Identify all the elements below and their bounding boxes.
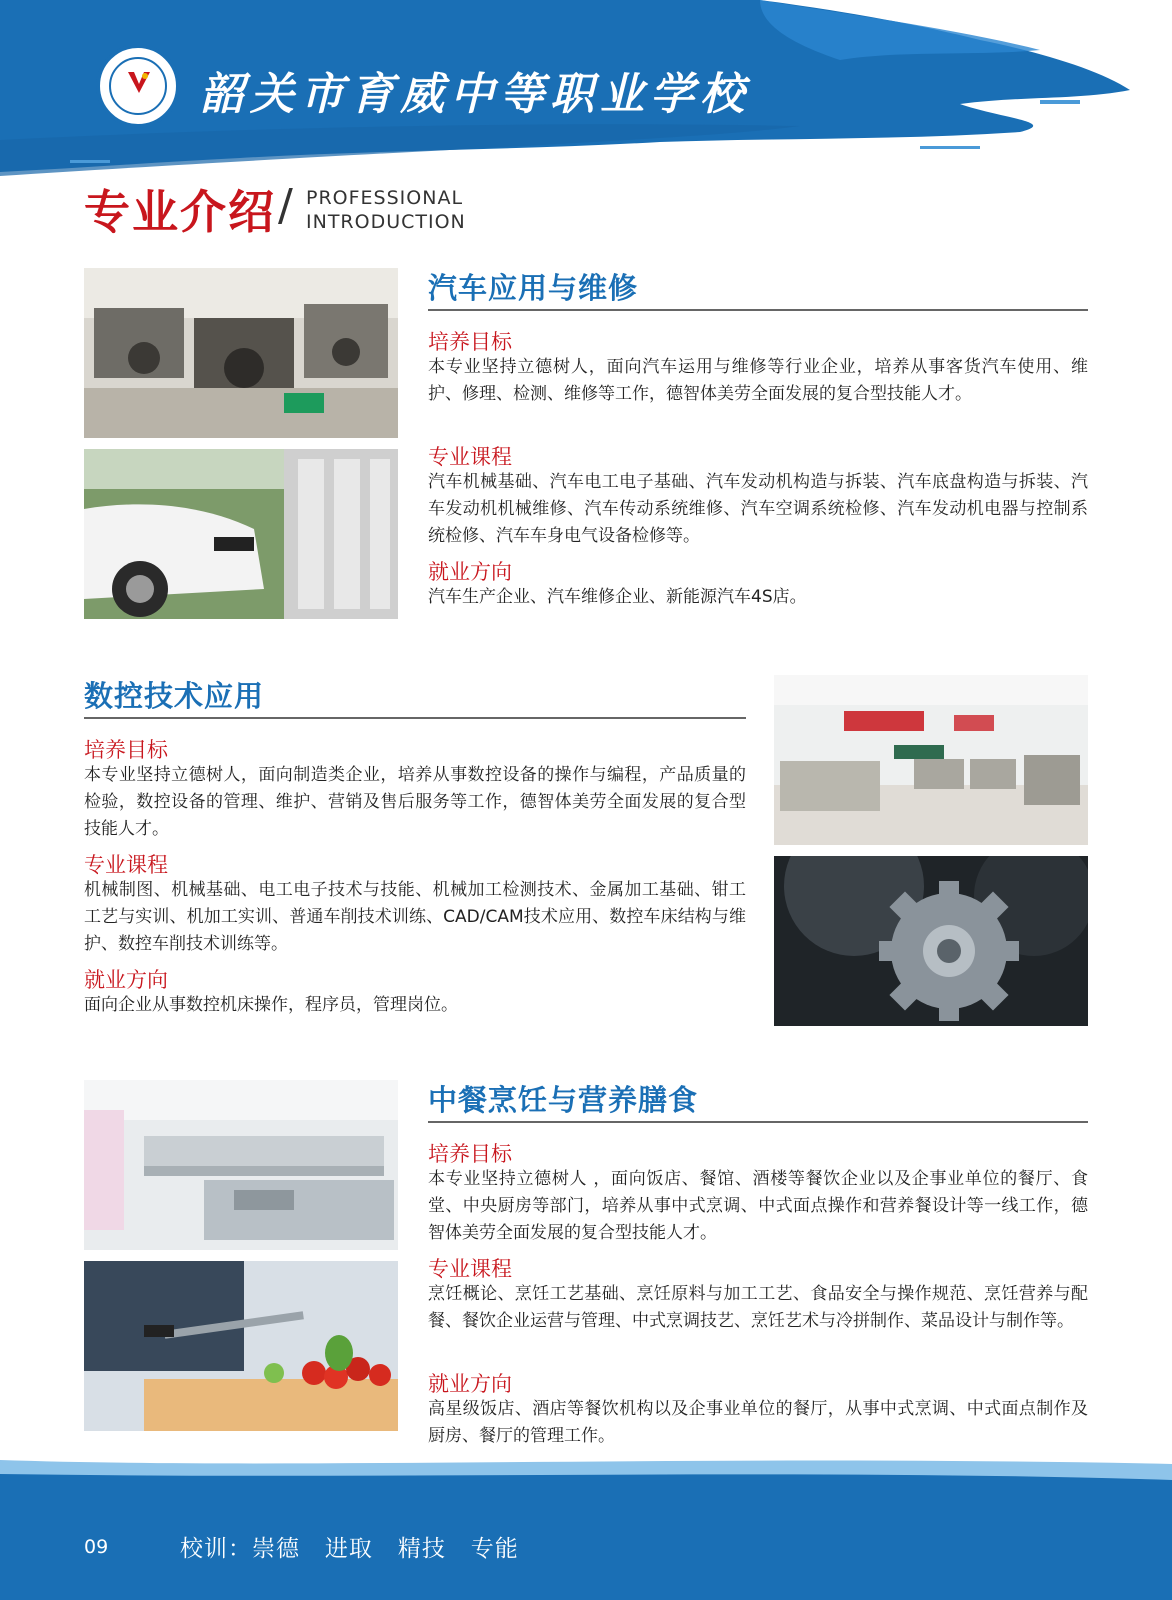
training-goal-heading: 培养目标 [428, 330, 512, 354]
training-goal-heading: 培养目标 [428, 1142, 512, 1166]
section-title-english [306, 186, 466, 234]
cooking-knife-photo [84, 1261, 398, 1431]
kitchen-photo [84, 1080, 398, 1250]
courses-text: 烹饪概论、烹饪工艺基础、烹饪原料与加工工艺、食品安全与操作规范、烹饪营养与配餐、餐饮企业运营与管理、中式烹调技艺、烹饪艺术与冷拼制作、菜品设计与制作等。 [428, 1284, 1088, 1331]
gears-photo [774, 856, 1088, 1026]
english-title-line-1: PROFESSIONAL [306, 187, 464, 209]
section-title: 专业介绍 [84, 185, 276, 239]
training-goal-text: 本专业坚持立德树人，面向制造类企业，培养从事数控设备的操作与编程，产品质量的检验，数控设备的管理、维护、营销及售后服务等工作，德智体美劳全面发展的复合型技能人才。 [84, 765, 746, 839]
school-motto: 校训：崇德 进取 精技 专能 [180, 1536, 519, 1562]
career-heading: 就业方向 [84, 968, 168, 992]
training-goal-heading: 培养目标 [84, 738, 168, 762]
courses-heading: 专业课程 [428, 445, 512, 469]
school-logo [96, 44, 180, 128]
career-text: 高星级饭店、酒店等餐饮机构以及企事业单位的餐厅，从事中式烹调、中式面点制作及厨房、餐厅的管理工作。 [428, 1399, 1088, 1446]
english-title-line-2: INTRODUCTION [306, 211, 466, 233]
divider-line [428, 309, 1088, 311]
courses-text: 机械制图、机械基础、电工电子技术与技能、机械加工检测技术、金属加工基础、钳工工艺与实训、机加工实训、普通车削技术训练、CAD/CAM技术应用、数控车床结构与维护、数控车削技术训练等。 [84, 880, 746, 954]
title-slash: / [278, 180, 293, 231]
career-heading: 就业方向 [428, 1372, 512, 1396]
page-number: 09 [84, 1536, 109, 1558]
career-heading: 就业方向 [428, 560, 512, 584]
divider-line [428, 1121, 1088, 1123]
career-text: 面向企业从事数控机床操作，程序员，管理岗位。 [84, 995, 458, 1015]
school-name: 韶关市育威中等职业学校 [200, 69, 750, 120]
career-text: 汽车生产企业、汽车维修企业、新能源汽车4S店。 [428, 587, 807, 607]
footer-band [0, 1440, 1172, 1600]
major-title-cnc: 数控技术应用 [84, 679, 265, 713]
electric-car-charging-photo [84, 449, 398, 619]
courses-text: 汽车机械基础、汽车电工电子基础、汽车发动机构造与拆装、汽车底盘构造与拆装、汽车发动机机械维修、汽车传动系统维修、汽车空调系统检修、汽车发动机电器与控制系统检修、汽车车身电气设备检修等。 [428, 472, 1088, 546]
header-banner [0, 0, 1172, 190]
engine-workshop-photo [84, 268, 398, 438]
major-title-culinary: 中餐烹饪与营养膳食 [428, 1083, 699, 1117]
cnc-workshop-photo [774, 675, 1088, 845]
courses-heading: 专业课程 [428, 1257, 512, 1281]
training-goal-text: 本专业坚持立德树人 ，面向饭店、餐馆、酒楼等餐饮企业以及企事业单位的餐厅、食堂、中央厨房等部门，培养从事中式烹调、中式面点操作和营养餐设计等一线工作，德智体美劳全面发展的复合型技能人才。 [428, 1169, 1088, 1243]
major-title-automotive: 汽车应用与维修 [428, 271, 639, 305]
divider-line [84, 717, 746, 719]
courses-heading: 专业课程 [84, 853, 168, 877]
training-goal-text: 本专业坚持立德树人，面向汽车运用与维修等行业企业，培养从事客货汽车使用、维护、修理、检测、维修等工作，德智体美劳全面发展的复合型技能人才。 [428, 357, 1088, 404]
